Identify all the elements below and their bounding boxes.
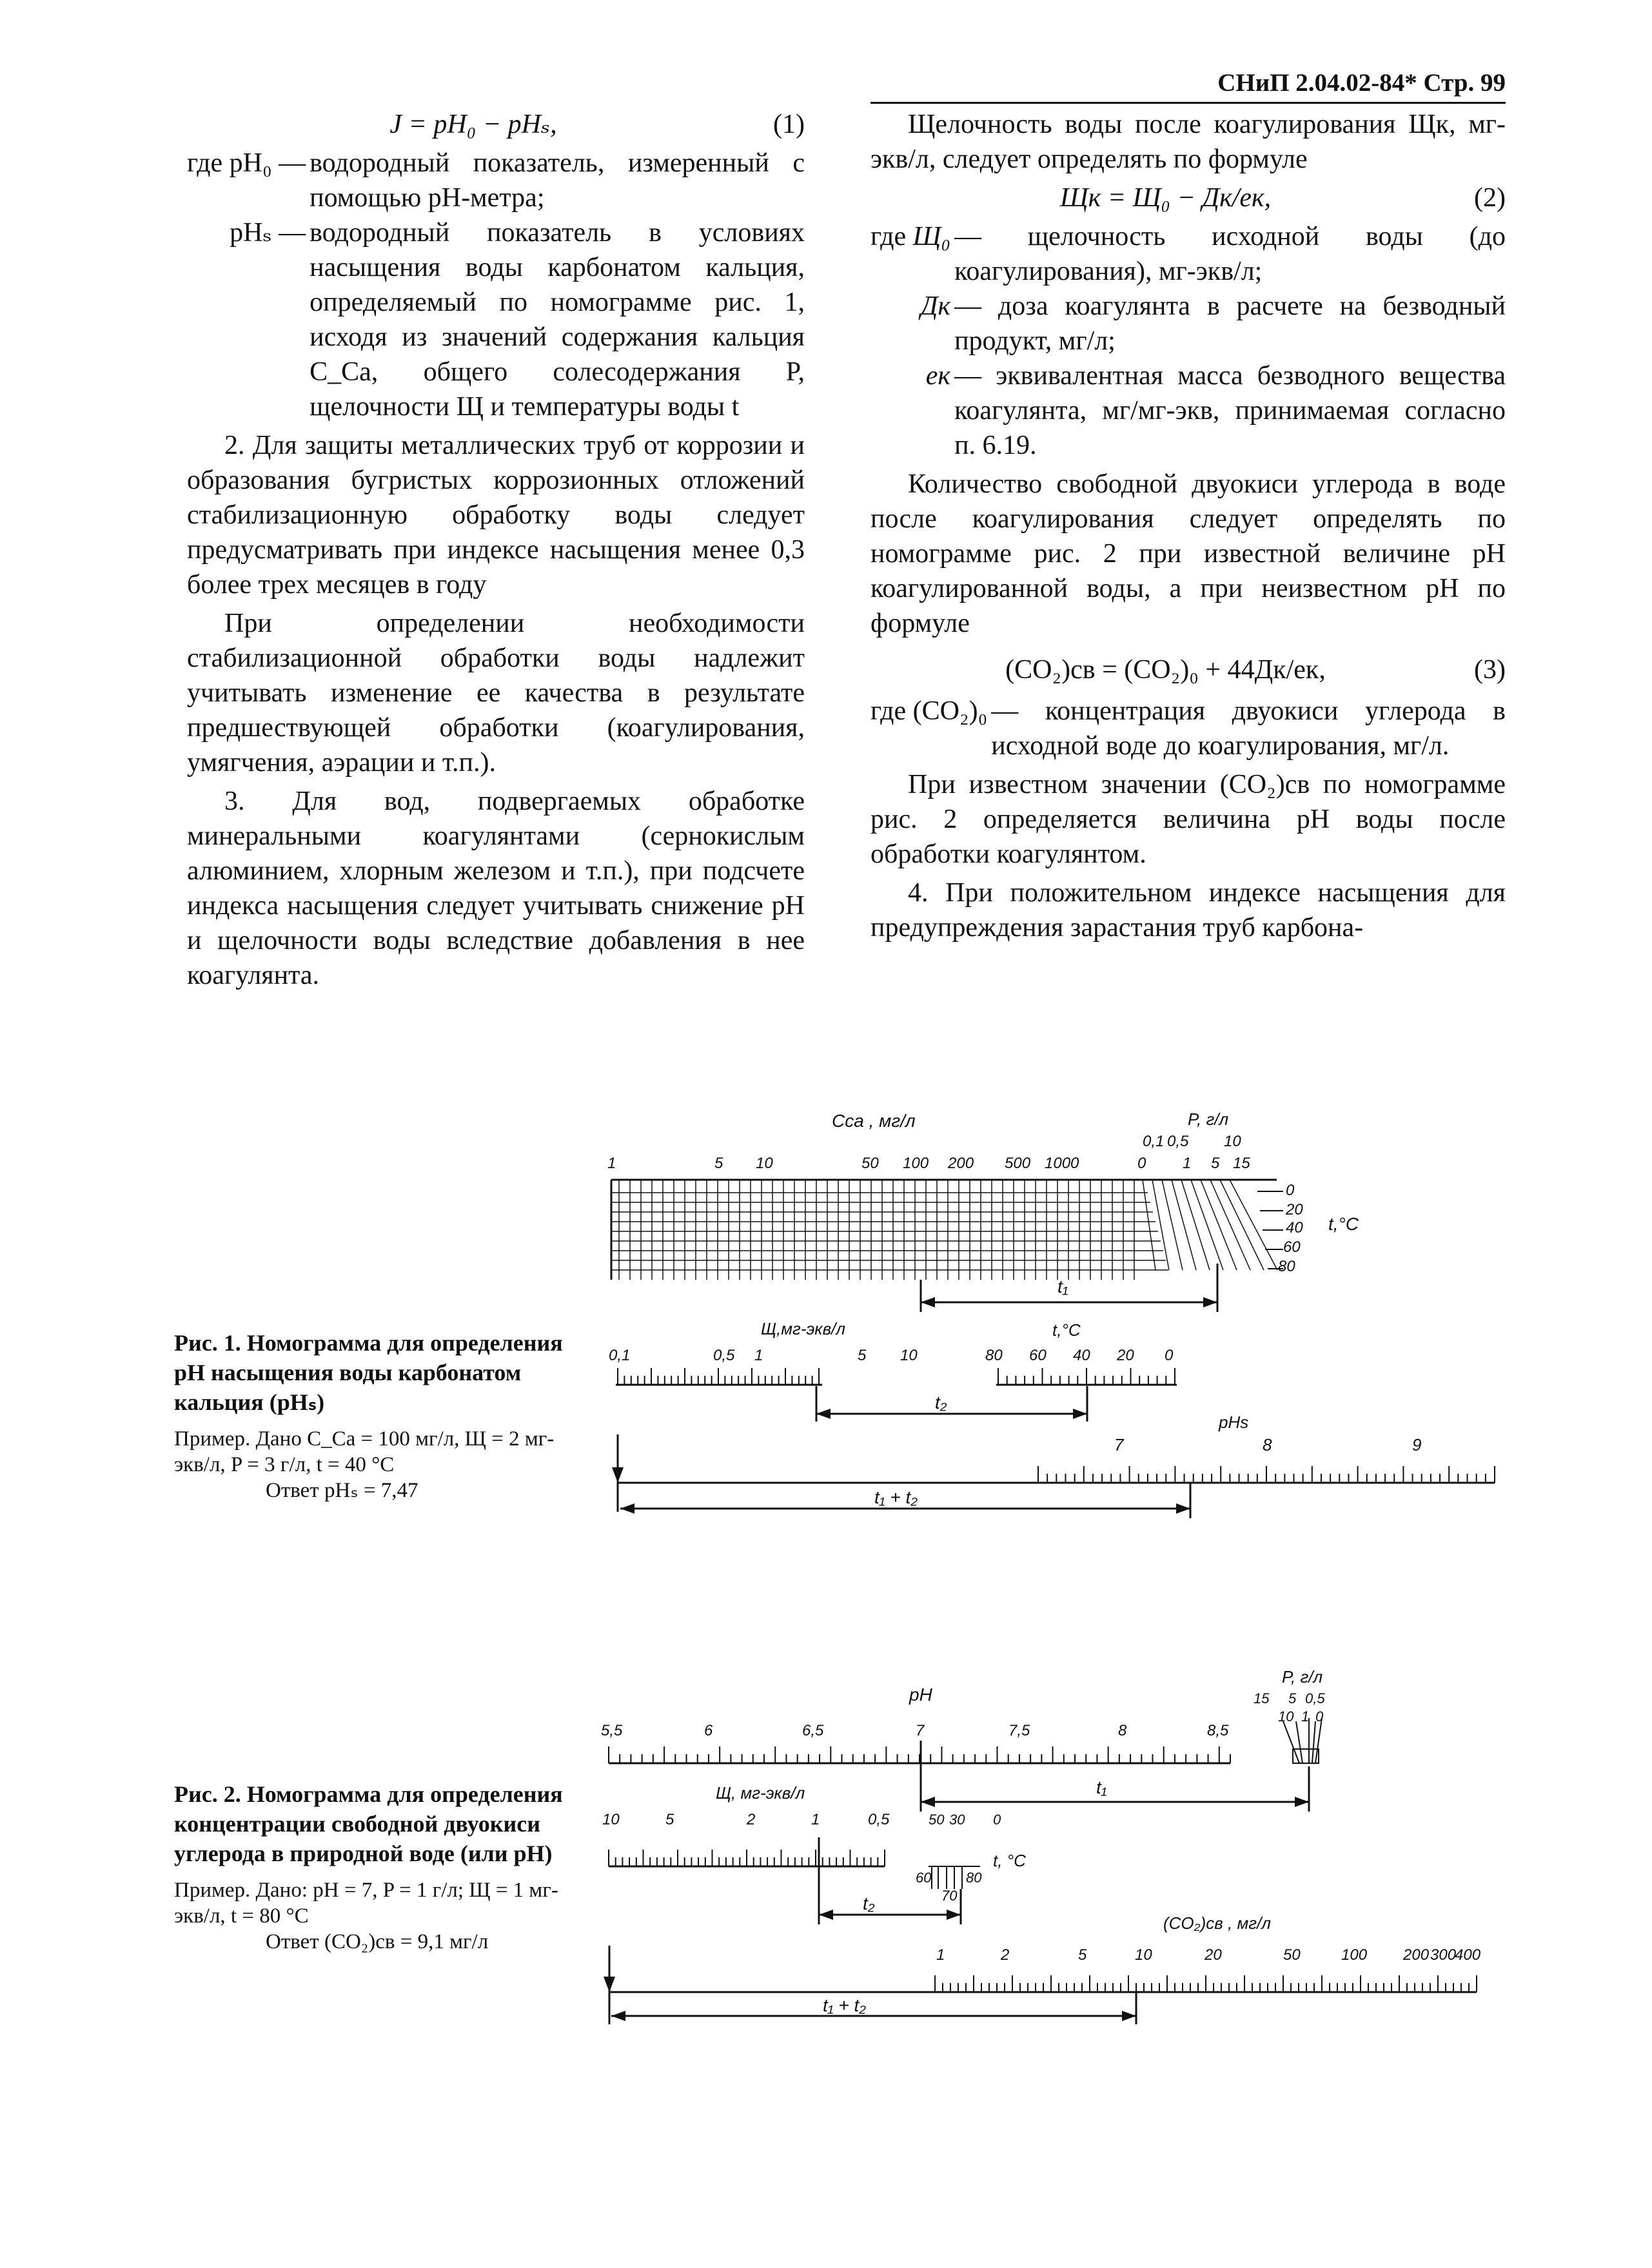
paragraph-known-co2: При известном значении (CO₂)св по номограмме рис. 2 определяется величина pH воды после обработки коагулянтом.	[870, 770, 1506, 869]
fig2-co2-tick: 400	[1455, 1946, 1481, 1964]
fig1-t2-tick: 60	[1029, 1347, 1047, 1364]
fig1-t-tick-labels	[1278, 1182, 1303, 1275]
fig2-p-tick: 1	[1301, 1708, 1310, 1725]
fig1-t2-tick: 20	[1117, 1347, 1134, 1364]
paragraph-co2: Количество свободной двуокиси углерода в воде после коагулирования следует определять по номограмме рис. 2 при известной величине pH коагулированной воды, а при неизвестном pH по формуле	[870, 469, 1506, 638]
fig2-p-tick: 0	[1315, 1708, 1324, 1725]
page-header: СНиП 2.04.02-84* Стр. 99	[1217, 69, 1506, 97]
fig1-grid-curve	[1230, 1180, 1277, 1270]
fig1-grid	[611, 1180, 1283, 1280]
fig1-t-tick: 60	[1283, 1238, 1301, 1256]
fig1-ca-tick: 5	[714, 1155, 723, 1172]
fig1-t2-axis-label: t,°C	[1052, 1320, 1081, 1340]
fig2-t-tick: 30	[949, 1812, 965, 1828]
fig1-phs-tick: 9	[1412, 1435, 1422, 1454]
where-word: где	[187, 148, 223, 178]
fig2-p-tick: 10	[1278, 1708, 1294, 1725]
fig2-shch-tick: 5	[665, 1811, 674, 1828]
fig1-p-tick: 0,5	[1167, 1133, 1189, 1150]
def-text-ek: — эквивалентная масса безводного вещества коагулянта, мг/мг-экв, принимаемая согласно п. 6.19.	[954, 361, 1506, 460]
paragraph-4: 4. При положительном индексе насыщения для предупреждения зарастания труб карбона-	[870, 878, 1506, 943]
paragraph-alkalinity: Щелочность воды после коагулирования Щк, мг-экв/л, следует определять по формуле	[870, 110, 1506, 174]
fig2-shch-tick: 0,5	[868, 1811, 890, 1828]
fig2-shch-tick: 10	[602, 1811, 620, 1828]
fig2-t2-label: t₂	[863, 1893, 875, 1913]
fig1-p-tick: 0	[1137, 1155, 1146, 1172]
fig1-shch-tick: 1	[754, 1347, 763, 1364]
fig2-shch-label: Щ, мг-экв/л	[716, 1783, 805, 1803]
fig2-p-label: P, г/л	[1282, 1667, 1323, 1686]
fig2-co2-tick: 2	[1001, 1946, 1010, 1964]
fig2-t-tick: 0	[993, 1812, 1001, 1828]
fig1-t-tick: 20	[1286, 1201, 1303, 1218]
fig2-ph-tick: 5,5	[601, 1722, 623, 1739]
def-text-phs: водородный показатель в условиях насыщения воды карбонатом кальция, определяемый по номограмме рис. 1, исходя из значений содержания кальция C_Ca, общего солесодержания P, щелочности Щ и температуры воды t	[310, 218, 805, 422]
fig1-t-tick: 40	[1286, 1219, 1303, 1237]
equation-3-formula: (CO₂)св = (CO₂)₀ + 44Дк/eк,	[1005, 655, 1326, 685]
fig2-t-tick-labels	[916, 1812, 1001, 1904]
fig1-t2-tick: 0	[1165, 1347, 1174, 1364]
fig2-t-tick: 70	[941, 1888, 958, 1904]
equation-1-formula: J = pH₀ − pHₛ,	[389, 110, 557, 139]
fig2-p-tick: 5	[1288, 1690, 1297, 1706]
fig2-p-tick: 15	[1254, 1690, 1270, 1706]
where-word-2: где	[870, 222, 907, 251]
fig2-co2-tick-labels	[936, 1946, 1481, 1964]
equation-2-formula: Щк = Щ₀ − Дк/eк,	[1059, 183, 1272, 213]
def-term-shch0: Щ₀	[912, 222, 951, 251]
equation-2-number: (2)	[1474, 183, 1506, 213]
fig2-p-leader-lines	[1283, 1718, 1322, 1763]
fig1-shch-tick-labels	[609, 1347, 918, 1364]
fig1-grid-curve	[1210, 1180, 1250, 1270]
fig2-ph-tick: 6	[704, 1722, 713, 1739]
fig1-p-tick: 10	[1224, 1133, 1241, 1150]
fig2-p-tick-labels	[1254, 1690, 1325, 1725]
fig2-ph-tick: 7	[916, 1722, 925, 1739]
fig1-shch-tick: 0,5	[713, 1347, 735, 1364]
def-text-co20: — концентрация двуокиси углерода в исходной воде до коагулирования, мг/л.	[991, 696, 1506, 761]
fig2-ph-tick: 6,5	[802, 1722, 824, 1739]
fig2-co2-label: (CO₂)св , мг/л	[1163, 1913, 1272, 1933]
fig1-sum-label: t₁ + t₂	[874, 1487, 918, 1507]
fig2-ph-tick-labels	[601, 1722, 1229, 1739]
figure-1-title: Рис. 1. Номограмма для определения pH насыщения воды карбонатом кальция (pHₛ)	[174, 1330, 563, 1415]
fig1-phs-label: pHs	[1219, 1413, 1249, 1432]
figure-2-answer: Ответ (CO₂)св = 9,1 мг/л	[266, 1930, 489, 1953]
fig1-shch-tick: 0,1	[609, 1347, 631, 1364]
fig1-ca-tick-labels	[607, 1155, 1079, 1172]
fig1-phs-tick: 8	[1263, 1435, 1272, 1454]
fig2-t-label: t, °C	[993, 1851, 1026, 1870]
figure-1-example: Пример. Дано C_Ca = 100 мг/л, Щ = 2 мг-экв/л, P = 3 г/л, t = 40 °C	[174, 1427, 555, 1476]
fig2-ph-tick: 8	[1118, 1722, 1127, 1739]
figure-2-caption	[174, 1779, 567, 1955]
fig1-ca-tick: 10	[756, 1155, 773, 1172]
fig1-p-tick: 0,1	[1143, 1133, 1165, 1150]
figure-1-answer: Ответ pHₛ = 7,47	[266, 1479, 418, 1502]
fig1-t-label: t,°C	[1328, 1214, 1359, 1234]
scale-ticks	[609, 1368, 1495, 1992]
fig1-t2-tick: 80	[985, 1347, 1003, 1364]
fig1-p-tick: 5	[1211, 1155, 1220, 1172]
def-text-dk: — доза коагулянта в расчете на безводный продукт, мг/л;	[954, 291, 1506, 356]
arrowheads	[604, 1297, 1309, 2021]
fig1-t-tick: 0	[1286, 1182, 1295, 1199]
figure-2-title: Рис. 2. Номограмма для определения концентрации свободной двуокиси углерода в природной воде (или pH)	[174, 1781, 563, 1866]
fig2-shch-tick: 1	[811, 1811, 820, 1828]
fig2-co2-tick: 100	[1341, 1946, 1368, 1964]
equation-3-number: (3)	[1474, 655, 1506, 685]
fig1-ca-tick: 200	[948, 1155, 974, 1172]
fig1-ca-tick: 50	[861, 1155, 879, 1172]
fig1-ca-tick: 500	[1005, 1155, 1031, 1172]
fig1-p-tick: 1	[1183, 1155, 1192, 1172]
fig1-ca-tick: 1	[607, 1155, 616, 1172]
fig2-t-tick: 80	[966, 1870, 982, 1886]
fig1-grid-curve	[1162, 1180, 1183, 1270]
fig2-t1-label: t₁	[1096, 1777, 1107, 1797]
fig1-ca-label: Cса , мг/л	[832, 1111, 916, 1131]
fig2-co2-tick: 5	[1078, 1946, 1087, 1964]
fig1-ca-tick: 100	[903, 1155, 929, 1172]
fig1-grid-curve	[1172, 1180, 1196, 1270]
fig1-shch-label: Щ,мг-экв/л	[761, 1319, 846, 1338]
fig1-t1-label: t₁	[1057, 1276, 1068, 1296]
equation-1-number: (1)	[773, 110, 805, 139]
fig2-co2-tick: 1	[936, 1946, 945, 1964]
fig2-co2-tick: 20	[1205, 1946, 1222, 1964]
fig2-ph-label: pH	[909, 1685, 932, 1705]
fig1-t2-label: t₂	[935, 1393, 947, 1413]
fig2-t-tick: 50	[929, 1812, 945, 1828]
fig2-p-tick: 0,5	[1305, 1690, 1325, 1706]
def-text-ph0: водородный показатель, измеренный с помощью pH-метра;	[310, 148, 805, 213]
def-term-ph0: pH₀	[229, 148, 272, 178]
fig1-shch-tick: 5	[858, 1347, 867, 1364]
fig2-co2-tick: 50	[1283, 1946, 1301, 1964]
fig1-p-tick-labels	[1137, 1133, 1250, 1172]
fig2-sum-label: t₁ + t₂	[823, 1995, 866, 2015]
fig2-ph-tick: 7,5	[1008, 1722, 1030, 1739]
fig1-grid-curve	[1152, 1180, 1169, 1270]
def-term-co20: где (CO₂)₀	[870, 696, 988, 726]
fig2-t-tick: 60	[916, 1870, 932, 1886]
fig2-shch-tick: 2	[747, 1811, 756, 1828]
fig2-ph-tick: 8,5	[1207, 1722, 1229, 1739]
paragraph-2: 2. Для защиты металлических труб от коррозии и образования бугристых коррозионных отложений стабилизационную обработку воды следует предусматривать при индексе насыщения менее 0,3 более трех месяцев в году	[187, 431, 805, 600]
fig1-grid-curve	[1220, 1180, 1264, 1270]
fig2-co2-tick: 200	[1403, 1946, 1430, 1964]
figure-2-example: Пример. Дано: pH = 7, P = 1 г/л; Щ = 1 мг-экв/л, t = 80 °C	[174, 1879, 558, 1928]
fig1-t2-tick: 40	[1073, 1347, 1090, 1364]
def-term-phs: pHₛ	[230, 218, 272, 248]
def-term-dk: Дк	[920, 291, 951, 321]
fig2-co2-tick: 10	[1135, 1946, 1152, 1964]
fig2-shch-tick-labels	[602, 1811, 890, 1828]
fig2-co2-tick: 300	[1430, 1946, 1457, 1964]
fig1-t2-tick-labels	[985, 1347, 1174, 1364]
def-text-shch0: — щелочность исходной воды (до коагулирования), мг-экв/л;	[954, 222, 1506, 286]
def-term-ek: eк	[925, 361, 951, 391]
fig1-shch-tick: 10	[900, 1347, 918, 1364]
fig1-t-tick: 80	[1278, 1258, 1295, 1275]
fig1-grid-curve	[1143, 1180, 1155, 1270]
def-dash-2: —	[279, 218, 306, 248]
fig1-phs-tick-labels	[1114, 1435, 1421, 1454]
paragraph-stabilization: При определении необходимости стабилизационной обработки воды надлежит учитывать изменение ее качества в результате предшествующей обработки (коагулирования, умягчения, аэрации и т.п.).	[187, 609, 805, 777]
fig1-phs-tick: 7	[1114, 1435, 1124, 1454]
fig1-p-tick: 15	[1233, 1155, 1250, 1172]
paragraph-3: 3. Для вод, подвергаемых обработке минеральными коагулянтами (сернокислым алюминием, хлорным железом и т.п.), при подсчете индекса насыщения следует учитывать снижение pH и щелочности воды вследствие добавления в нее коагулянта.	[187, 787, 805, 990]
def-dash: —	[279, 148, 306, 178]
fig1-ca-tick: 1000	[1045, 1155, 1079, 1172]
fig1-p-label: P, г/л	[1188, 1110, 1229, 1129]
